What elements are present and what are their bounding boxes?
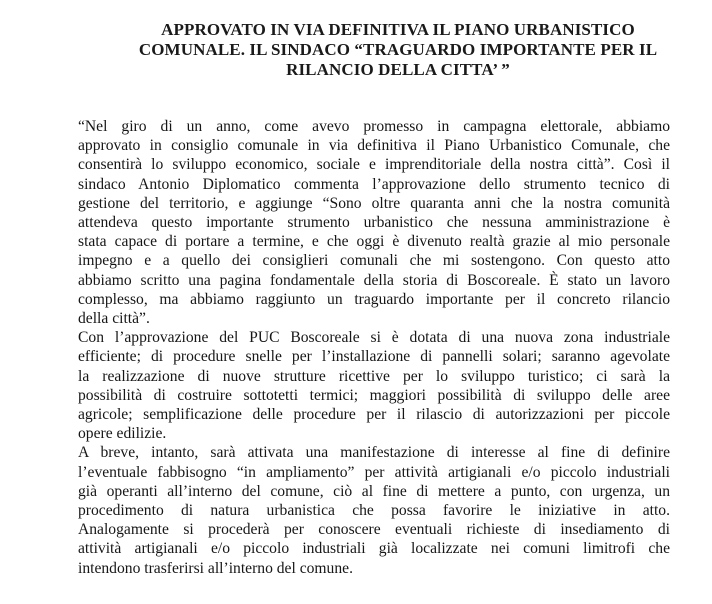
text-line: approvato in consiglio comunale in via definitiva il Piano Urbanistico Comunale, che xyxy=(78,137,670,155)
paragraph-puc xyxy=(78,328,670,443)
text-line: “Nel giro di un anno, come avevo promesso in campagna elettorale, abbiamo xyxy=(78,118,670,135)
text-line: efficiente; di procedure snelle per l’installazione di pannelli solari; saranno agevolate xyxy=(78,348,670,366)
text-line: Con l’approvazione del PUC Boscoreale si è dotata di una nuova zona industriale xyxy=(78,329,670,347)
title-line: COMUNALE. IL SINDACO “TRAGUARDO IMPORTANTE PER IL xyxy=(138,40,658,59)
text-line: sindaco Antonio Diplomatico commenta l’approvazione dello strumento tecnico di xyxy=(78,175,670,193)
text-line: attendeva questo importante strumento urbanistico che nessuna amministrazione è xyxy=(78,214,670,232)
text-line: possibilità di costruire sottotetti termici; maggiori possibilità di sviluppo delle aree xyxy=(78,386,670,404)
text-line: Analogamente si procederà per conoscere eventuali richieste di insediamento di xyxy=(78,521,670,539)
paragraph-quote xyxy=(78,117,670,328)
text-line: A breve, intanto, sarà attivata una manifestazione di interesse al fine di definire xyxy=(78,444,670,462)
text-line: opere edilizie. xyxy=(78,425,167,443)
text-line: procedimento di natura urbanistica che possa favorire le iniziative in atto. xyxy=(78,502,670,520)
text-line: gestione del territorio, e aggiunge “Sono oltre quaranta anni che la nostra comunità xyxy=(78,194,670,212)
text-line: abbiamo scritto una pagina fondamentale della storia di Boscoreale. È stato un lavoro xyxy=(78,271,670,289)
text-line: la realizzazione di nuove strutture ricettive per lo sviluppo turistico; ci sarà la xyxy=(78,367,670,385)
title-line: RILANCIO DELLA CITTA’ ” xyxy=(286,60,510,79)
text-line: impegno e a quello dei consiglieri comunali che mi sostengono. Con questo atto xyxy=(78,252,670,270)
title-line: APPROVATO IN VIA DEFINITIVA IL PIANO URBANISTICO xyxy=(161,20,635,39)
text-line: attività artigianali e/o piccolo industriali già localizzate nei comuni limitrofi che xyxy=(78,540,670,558)
text-line: della città”. xyxy=(78,310,150,328)
text-line: agricole; semplificazione delle procedure per il rilascio di autorizzazioni per piccole xyxy=(78,406,670,424)
text-line: stata capace di portare a termine, e che oggi è divenuto realtà grazie al mio personale xyxy=(78,233,670,251)
article-body xyxy=(78,117,670,578)
text-line: intendono trasferirsi all’interno del comune. xyxy=(78,559,353,577)
text-line: complesso, ma abbiamo raggiunto un traguardo importante per il concreto rilancio xyxy=(78,290,670,308)
paragraph-manifestazione xyxy=(78,443,670,577)
text-line: consentirà lo sviluppo economico, sociale e imprenditoriale della nostra città”. Così il xyxy=(78,156,670,174)
text-line: l’eventuale fabbisogno “in ampliamento” per attività artigianali e/o piccolo industriali xyxy=(78,463,670,481)
text-line: già operanti all’interno del comune, ciò al fine di mettere a punto, con urgenza, un xyxy=(78,482,670,500)
document-title xyxy=(118,20,678,80)
